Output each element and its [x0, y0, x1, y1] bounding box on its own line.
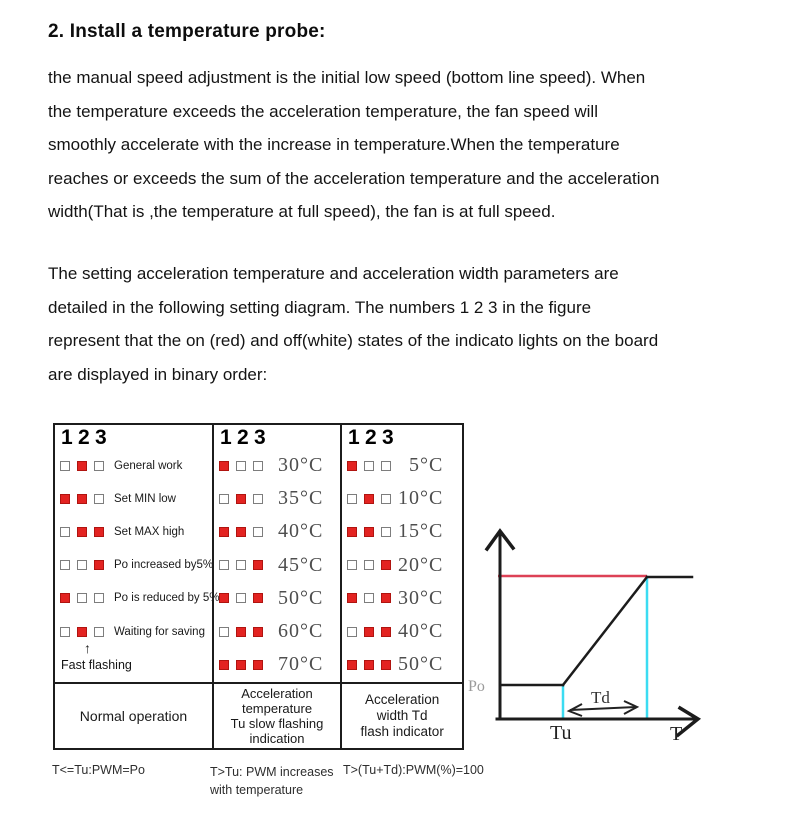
indicator-label: 45°C [278, 553, 324, 576]
led-indicator-off [236, 560, 246, 570]
led-indicator-on [347, 527, 357, 537]
led-indicator-off [381, 527, 391, 537]
caption-accel-width [340, 682, 462, 748]
indicator-row [347, 582, 462, 615]
caption-line: flash indicator [360, 724, 444, 739]
paragraph-line: the temperature exceeds the acceleration temperature, the fan speed will [48, 101, 598, 121]
led-indicator-on [381, 593, 391, 603]
led-indicator-off [347, 494, 357, 504]
led-digit: 1 [220, 426, 232, 449]
indicator-row [219, 648, 340, 681]
led-indicator-off [94, 627, 104, 637]
indicator-row [347, 648, 462, 681]
led-indicator-off [347, 560, 357, 570]
indicator-row [347, 549, 462, 582]
indicator-label: 50°C [398, 653, 444, 676]
page-title: 2. Install a temperature probe: [48, 21, 326, 42]
led-indicator-off [236, 593, 246, 603]
led-indicator-off [236, 461, 246, 471]
indicator-label: 70°C [278, 653, 324, 676]
indicator-label: 20°C [398, 553, 444, 576]
led-indicator-on [219, 527, 229, 537]
led-indicator-on [364, 627, 374, 637]
led-indicator-on [253, 660, 263, 670]
led-indicator-on [381, 660, 391, 670]
column-accel-width [340, 425, 462, 682]
led-indicator-off [381, 494, 391, 504]
led-indicator-off [60, 527, 70, 537]
indicator-row [347, 615, 462, 648]
ramp-line [563, 577, 647, 685]
indicator-row [219, 515, 340, 548]
indicator-row [219, 482, 340, 515]
led-indicator-on [77, 494, 87, 504]
indicator-label: Waiting for saving [114, 625, 205, 638]
led-indicator-on [219, 593, 229, 603]
pwm-temperature-graph [458, 505, 718, 757]
led-indicator-on [364, 660, 374, 670]
paragraph-line: are displayed in binary order: [48, 364, 268, 384]
indicator-row [219, 582, 340, 615]
led-indicator-on [94, 527, 104, 537]
led-indicator-on [253, 593, 263, 603]
led-digit: 1 [61, 426, 73, 449]
led-indicator-on [347, 593, 357, 603]
led-indicator-on [347, 660, 357, 670]
indicator-row [60, 582, 220, 615]
paragraph-line: smoothly accelerate with the increase in temperature.When the temperature [48, 135, 620, 155]
indicator-label: Set MAX high [114, 525, 185, 538]
paragraph-line: detailed in the following setting diagram. The numbers 1 2 3 in the figure [48, 297, 592, 317]
led-indicator-off [77, 560, 87, 570]
indicator-label: 10°C [398, 487, 444, 510]
led-digit: 2 [365, 426, 377, 449]
led-digit: 3 [95, 426, 107, 449]
indicator-label: 60°C [278, 620, 324, 643]
led-indicator-off [219, 494, 229, 504]
indicator-label: 40°C [398, 620, 444, 643]
led-indicator-on [77, 627, 87, 637]
indicator-label: 35°C [278, 487, 324, 510]
paragraph-line: The setting acceleration temperature and acceleration width parameters are [48, 264, 619, 283]
led-indicator-on [219, 660, 229, 670]
indicator-row [60, 549, 212, 582]
led-position-header [219, 427, 340, 449]
paragraph-2 [48, 257, 788, 391]
accel-temperature-rows [219, 449, 340, 681]
indicator-label: Po is reduced by 5% [114, 592, 220, 605]
indicator-label: General work [114, 459, 183, 472]
led-digit: 3 [254, 426, 266, 449]
indicator-label: 30°C [278, 454, 324, 477]
td-range-line [570, 707, 636, 710]
led-digit: 2 [237, 426, 249, 449]
formula-full-speed: T>(Tu+Td):PWM(%)=100 [343, 763, 484, 777]
indicator-row [347, 515, 462, 548]
accel-width-rows [347, 449, 462, 681]
indicator-label: 30°C [398, 586, 444, 609]
led-indicator-on [381, 627, 391, 637]
indicator-row [60, 449, 212, 482]
led-indicator-off [94, 461, 104, 471]
indicator-label: 15°C [398, 520, 444, 543]
indicator-row [347, 482, 462, 515]
caption-line: Acceleration [365, 692, 440, 707]
indicator-label: 40°C [278, 520, 324, 543]
led-digit: 2 [78, 426, 90, 449]
caption-normal-operation [55, 682, 212, 748]
led-indicator-on [381, 560, 391, 570]
paragraph-line: the manual speed adjustment is the initial low speed (bottom line speed). When [48, 68, 646, 87]
led-position-header [347, 427, 462, 449]
led-indicator-off [253, 527, 263, 537]
indicator-label: Po increased by5% [114, 559, 214, 572]
led-indicator-off [77, 593, 87, 603]
led-indicator-on [60, 494, 70, 504]
led-indicator-off [94, 494, 104, 504]
led-indicator-off [60, 627, 70, 637]
led-indicator-off [364, 461, 374, 471]
caption-line: Acceleration [241, 686, 313, 701]
led-digit: 1 [348, 426, 360, 449]
tu-axis-label: Tu [550, 722, 572, 744]
po-axis-label: Po [468, 678, 485, 695]
led-indicator-on [253, 627, 263, 637]
led-indicator-on [94, 560, 104, 570]
column-work-modes [55, 425, 220, 682]
led-indicator-off [364, 593, 374, 603]
paragraph-1 [48, 61, 788, 229]
caption-line: Normal operation [79, 707, 188, 724]
led-indicator-off [94, 593, 104, 603]
fast-flashing-note: Fast flashing [61, 658, 132, 673]
led-indicator-on [236, 627, 246, 637]
led-indicator-on [236, 494, 246, 504]
led-indicator-off [60, 560, 70, 570]
caption-line: Tu slow flashing [230, 716, 324, 731]
led-indicator-off [364, 560, 374, 570]
indicator-row [219, 449, 340, 482]
led-indicator-off [219, 560, 229, 570]
led-indicator-on [236, 527, 246, 537]
led-indicator-on [77, 527, 87, 537]
paragraph-line: represent that the on (red) and off(white) states of the indicato lights on the board [48, 331, 659, 351]
led-indicator-off [60, 461, 70, 471]
led-indicator-on [60, 593, 70, 603]
led-position-header [60, 427, 212, 449]
paragraph-line: width(That is ,the temperature at full speed), the fan is at full speed. [48, 202, 556, 222]
t-axis-label: T [670, 723, 683, 745]
formula-normal: T<=Tu:PWM=Po [52, 763, 145, 777]
indicator-label: 50°C [278, 586, 324, 609]
indicator-label: Set MIN low [114, 492, 176, 505]
led-indicator-on [253, 560, 263, 570]
formula-line: with temperature [210, 783, 304, 797]
caption-line: temperature [241, 701, 313, 716]
indicator-label: 5°C [409, 454, 444, 477]
led-indicator-off [253, 461, 263, 471]
formula-accel [210, 763, 334, 799]
led-indicator-off [381, 461, 391, 471]
led-indicator-on [364, 527, 374, 537]
led-indicator-on [77, 461, 87, 471]
paragraph-line: reaches or exceeds the sum of the acceleration temperature and the acceleration [48, 168, 660, 188]
caption-line: width Td [376, 708, 428, 723]
indicator-row [219, 549, 340, 582]
led-indicator-off [219, 627, 229, 637]
work-mode-rows [60, 449, 220, 648]
caption-line: indication [249, 731, 305, 746]
led-indicator-off [347, 627, 357, 637]
led-indicator-on [347, 461, 357, 471]
indicator-row [347, 449, 462, 482]
column-accel-temperature [212, 425, 340, 682]
led-digit: 3 [382, 426, 394, 449]
led-indicator-on [219, 461, 229, 471]
formula-line: T>Tu: PWM increases [210, 765, 334, 779]
td-label: Td [591, 688, 610, 707]
indicator-row [219, 615, 340, 648]
indicator-settings-table [53, 423, 464, 750]
indicator-row [60, 515, 212, 548]
up-arrow-icon: ↑ [84, 640, 91, 657]
caption-accel-temperature [212, 682, 340, 748]
led-indicator-on [364, 494, 374, 504]
led-indicator-on [236, 660, 246, 670]
led-indicator-off [253, 494, 263, 504]
indicator-row [60, 482, 212, 515]
